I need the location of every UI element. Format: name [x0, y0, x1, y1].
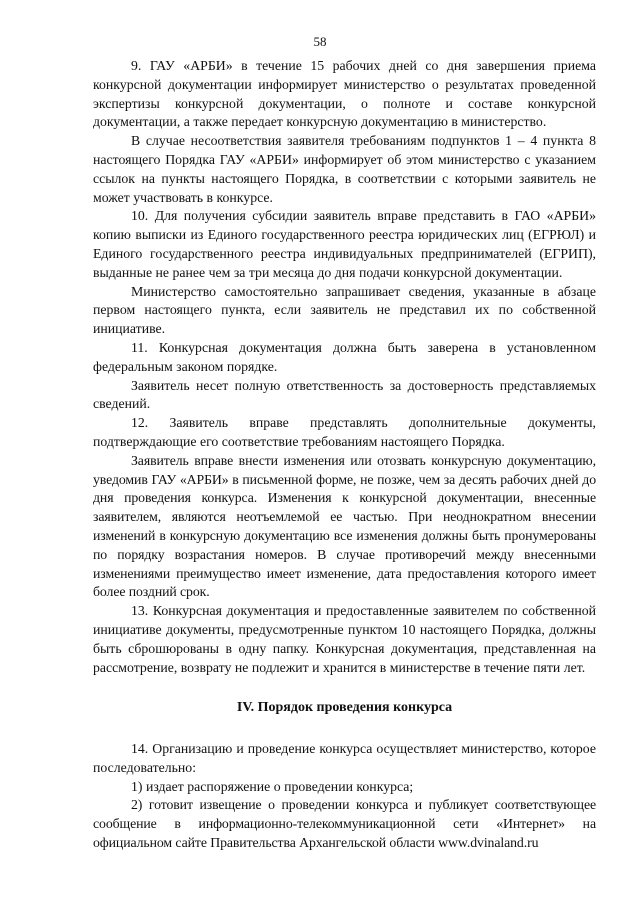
- paragraph-item-11-note: Заявитель несет полную ответственность за достоверность представляемых сведений.: [93, 377, 596, 412]
- paragraph-item-13: 13. Конкурсная документация и предоставленные заявителем по собственной инициативе документы, предусмотренные пунктом 10 настоящего Порядка, должны быть сброшюрованы в одну папку. Конкурсная документация, представленная на рассмотрение, возврату не подлежит и хранится в министерстве в течение пяти лет.: [93, 603, 596, 675]
- list-item-1: 1) издает распоряжение о проведении конкурса;: [131, 778, 414, 794]
- paragraph-item-12: 12. Заявитель вправе представлять дополнительные документы, подтверждающие его соответствие требованиям настоящего Порядка.: [93, 415, 596, 449]
- paragraph-item-9-note: В случае несоответствия заявителя требованиям подпунктов 1 – 4 пункта 8 настоящего Порядка ГАУ «АРБИ» информирует об этом министерство с указанием ссылок на пункты настоящего Порядка, в соответствии с которыми заявитель не может участвовать в конкурсе.: [93, 133, 596, 205]
- paragraph-item-12-note: Заявитель вправе внести изменения или отозвать конкурсную документацию, уведомив ГАУ «АРБИ» в письменной форме, не позже, чем за десять рабочих дней до дня проведения конкурса. Изменения к конкурсной документации, внесенные заявителем, являются неотъемлемой ее частью. При неоднократном внесении изменений в конкурсную документацию все изменения должны быть пронумерованы по порядку возрастания номеров. В случае противоречий между внесенными изменениями преимущество имеет изменение, дата предоставления которого имеет более поздний срок.: [93, 452, 596, 600]
- page-number: 58: [313, 34, 327, 49]
- list-item-2: 2) готовит извещение о проведении конкурса и публикует соответствующее сообщение в информационно-телекоммуникационной сети «Интернет» на официальном сайте Правительства Архангельской области www.dvinaland.ru: [93, 797, 596, 851]
- section-heading: IV. Порядок проведения конкурса: [236, 700, 453, 716]
- paragraph-item-14: 14. Организацию и проведение конкурса осуществляет министерство, которое последовательно:: [93, 741, 596, 775]
- document-body: [93, 57, 596, 853]
- paragraph-item-10-note: Министерство самостоятельно запрашивает сведения, указанные в абзаце первом настоящего пункта, если заявитель не представил их по собственной инициативе.: [93, 283, 596, 337]
- paragraph-item-10: 10. Для получения субсидии заявитель вправе представить в ГАО «АРБИ» копию выписки из Единого государственного реестра юридических лиц (ЕГРЮЛ) и Единого государственного реестра индивидуальных предпринимателей (ЕГРИП), выданные не ранее чем за три месяца до дня подачи конкурсной документации.: [93, 208, 596, 280]
- paragraph-item-11: 11. Конкурсная документация должна быть заверена в установленном федеральным законом порядке.: [93, 339, 596, 374]
- paragraph-item-9: 9. ГАУ «АРБИ» в течение 15 рабочих дней со дня завершения приема конкурсной документации информирует министерство о результатах проведенной экспертизы конкурсной документации, о полноте и составе конкурсной документации, а также передает конкурсную документацию в министерство.: [93, 58, 596, 130]
